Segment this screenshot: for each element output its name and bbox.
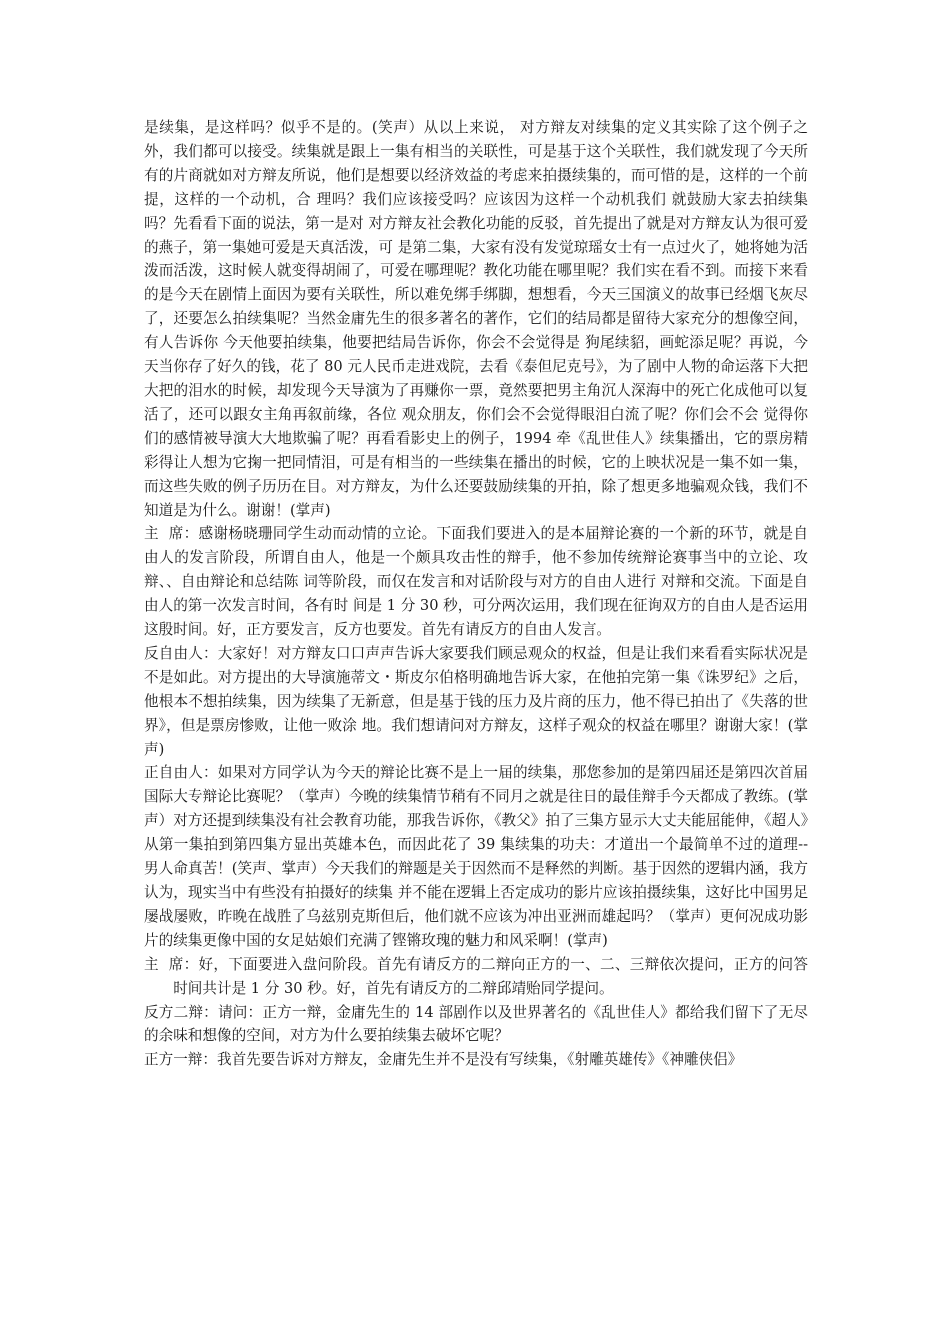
speaker-label: 主 席：: [144, 525, 199, 543]
document-page: [144, 116, 808, 1072]
paragraph-pro-first-debater: [144, 1048, 808, 1072]
paragraph-text: 感谢杨晓珊同学生动而动情的立论。下面我们要进入的是本届辩论赛的一个新的环节，就是自由人的发言阶段，所谓自由人，他是一个颇具攻击性的辩手，他不参加传统辩论赛事当中的立论、攻辩、、自由辩论和总结陈 词等阶段，而仅在发言和对话阶段与对方的自由人进行 对辩和交流。下面是自由人的第一次发言时间，各有时 间是 1 分 30 秒，可分两次运用，我们现在征询双方的自由人是否运用这殷时间。好，正方要发言，反方也要发。首先有请反方的自由人发言。: [144, 525, 808, 639]
speaker-label: 反自由人：: [144, 644, 218, 662]
paragraph-chair-1: [144, 522, 808, 642]
speaker-label: 主 席：: [144, 955, 199, 973]
speaker-label: 正自由人：: [144, 764, 218, 782]
speaker-label: 正方一辩：: [144, 1051, 217, 1069]
paragraph-text: 好，下面要进入盘问阶段。首先有请反方的二辩向正方的一、二、三辩依次提问，正方的问答时间共计是 1 分 30 秒。好，首先有请反方的二辩邱靖贻同学提问。: [173, 955, 808, 997]
paragraph-text: 大家好！对方辩友口口声声告诉大家要我们顾忌观众的权益，但是让我们来看看实际状况是不是如此。对方提出的大导演施蒂文・斯皮尔伯格明确地告诉大家，在他拍完第一集《诛罗纪》之后，他根本不想拍续集，因为续集了无新意，但是基于钱的压力及片商的压力，他不得已拍出了《失落的世界》，但是票房惨败，让他一败涂 地。我们想请问对方辩友，这样子观众的权益在哪里？谢谢大家！(掌声): [144, 644, 808, 758]
paragraph-text: 请问：正方一辩，金庸先生的 14 部剧作以及世界著名的《乱世佳人》都给我们留下了无尽的余味和想像的空间，对方为什么要拍续集去破坏它呢？: [144, 1003, 808, 1045]
paragraph-pro-free-speaker: [144, 761, 808, 952]
speaker-label: 反方二辩：: [144, 1003, 218, 1021]
paragraph-text: 是续集，是这样吗？似乎不是的。(笑声）从以上来说， 对方辩友对续集的定义其实除了这个例子之外，我们都可以接受。续集就是跟上一集有相当的关联性，可是基于这个关联性，我们就发现了今天所有的片商就如对方辩友所说，他们是想要以经济效益的考虑来拍摄续集的，而可惜的是，这样的一个前提，这样的一个动机，合 理吗？我们应该接受吗？应该因为这样一个动机我们 就鼓励大家去拍续集吗？先看看下面的说法，第一是对 对方辩友社会教化功能的反驳，首先提出了就是对方辩友认为很可爱的燕子，第一集她可爱是天真活泼，可 是第二集，大家有没有发觉琼瑶女士有一点过火了，她将她为活泼而活泼，这时候人就变得胡闹了，可爱在哪理呢？教化功能在哪里呢？我们实在看不到。而接下来看的是今天在剧情上面因为要有关联性，所以难免绑手绑脚，想想看，今天三国演义的故事已经烟飞灰尽了，还要怎么拍续集呢？当然金庸先生的很多著名的著作，它们的结局都是留待大家充分的想像空间，有人告诉你 今天他要拍续集，他要把结局告诉你，你会不会觉得是 狗尾续貂，画蛇添足呢？再说，今天当你存了好久的钱，花了 80 元人民币走进戏院，去看《泰但尼克号》，为了剧中人物的命运落下大把大把的泪水的时候，却发现今天导演为了再赚你一票，竟然要把男主角沉人深海中的死亡化成他可以复活了，还可以跟女主角再叙前缘，各位 观众朋友，你们会不会觉得眼泪白流了呢？你们会不会 觉得你们的感情被导演大大地欺骗了呢？再看看影史上的例子，1994 牵《乱世佳人》续集播出，它的票房精彩得让人想为它掬一把同情泪，可是有相当的一些续集在播出的时候，它的上映状况是一集不如一集，而这些失败的例子历历在目。对方辩友，为什么还要鼓励续集的开拍，除了想更多地骗观众钱，我们不知道是为什么。谢谢！(掌声): [144, 119, 808, 519]
paragraph-text: 我首先要告诉对方辩友，金庸先生并不是没有写续集，《射雕英雄传》《神雕侠侣》: [216, 1051, 743, 1069]
paragraph-continued-speech: [144, 116, 808, 522]
paragraph-text: 如果对方同学认为今天的辩论比赛不是上一届的续集，那您参加的是第四届还是第四次首届国际大专辩论比赛呢？（掌声）今晚的续集情节稍有不同月之就是往日的最佳辩手今天都成了教练。(掌声）对方还提到续集没有社会教育功能，那我告诉你，《教父》拍了三集方显示大丈夫能屈能伸，《超人》从第一集拍到第四集方显出英雄本色，而因此花了 39 集续集的功夫：才道出一个最简单不过的道理--男人命真苦！(笑声、掌声）今天我们的辩题是关于因然而不是释然的判断。基于因然的逻辑内涵，我方认为，现实当中有些没有拍摄好的续集 并不能在逻辑上否定成功的影片应该拍摄续集，这好比中国男足屡战屡败，昨晚在战胜了乌兹别克斯但后，他们就不应该为冲出亚洲而雄起吗？（掌声）更何况成功影片的续集更像中国的女足姑娘们充满了铿锵玫瑰的魅力和风采啊！(掌声): [144, 764, 809, 949]
paragraph-con-second-debater: [144, 1001, 808, 1049]
paragraph-con-free-speaker: [144, 642, 808, 762]
paragraph-chair-2: [144, 953, 808, 1001]
